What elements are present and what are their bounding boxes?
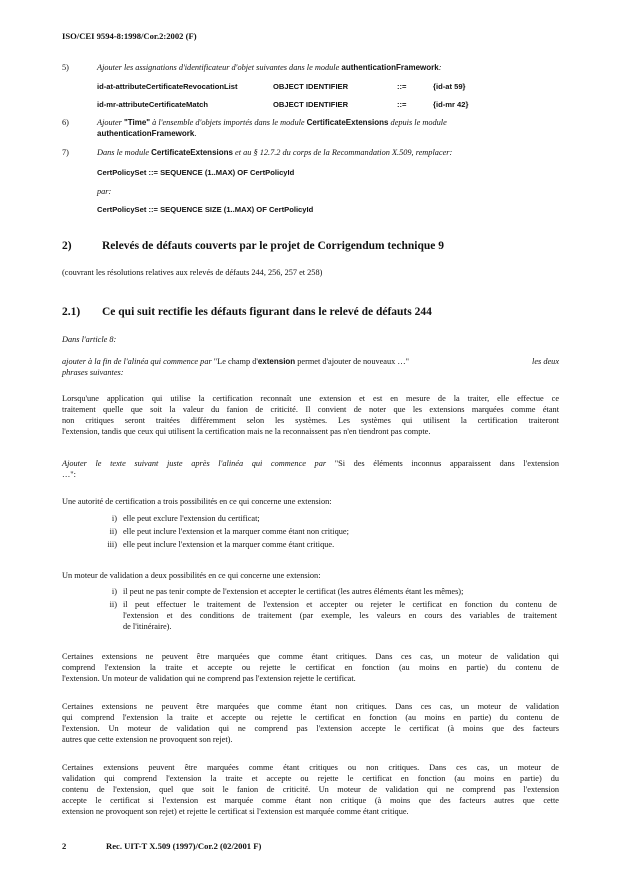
p5-line: autres que cette extension ne provoquent son rejet). — [62, 735, 233, 744]
list-marker: i) — [111, 587, 117, 596]
instruction-2-c: …": — [62, 470, 76, 479]
paragraph-6 — [62, 762, 559, 817]
instruction-1 — [62, 356, 559, 378]
item-6-module2: authenticationFramework — [97, 129, 195, 138]
section-2-number: 2) — [62, 240, 72, 252]
item-6-text — [97, 117, 557, 139]
p6-line: Certaines extensions peuvent être marquées comme étant critiques ou non critiques. Dans ces cas, un moteur de — [62, 763, 559, 772]
list-item — [97, 513, 557, 526]
code-line-1-name: id-at-attributeCertificateRevocationList — [97, 82, 238, 91]
p4-line: l'extension. Un moteur de validation qui ne comprend pas l'extension rejette le certificat. — [62, 674, 356, 683]
item-7-t3: et au § 12.7.2 du corps de la Recommandation X.509, remplacer: — [232, 148, 453, 157]
p6-line: contenu de l'extension, quel que soit le fanion de criticité. Un moteur de validation qui ne comprend pas l'extension — [62, 785, 559, 794]
list-text: elle peut inclure l'extension et la marquer comme étant non critique; — [123, 527, 349, 536]
item-7-module: CertificateExtensions — [151, 148, 233, 157]
paragraph-5 — [62, 701, 559, 745]
par-label: par: — [97, 187, 112, 196]
p1-line: non critiques seront traitées différemment selon les systèmes. Les systèmes qui utilisent la certification traiteront — [62, 416, 559, 425]
list-text: elle peut exclure l'extension du certificat; — [123, 514, 260, 523]
list-marker: ii) — [109, 600, 117, 609]
item-7-text — [97, 147, 452, 158]
item-number-6: 6) — [62, 118, 69, 127]
list-item — [97, 599, 557, 632]
code-line-1-assign: ::= — [397, 82, 407, 91]
list-marker: ii) — [109, 527, 117, 536]
p5-line: l'extension. Un moteur de validation qui ne comprend pas l'extension accepte le certificat (à moins que des facteurs — [62, 724, 559, 733]
item-6-t5: depuis le module — [388, 118, 447, 127]
list-text: il peut ne pas tenir compte de l'extension et accepter le certificat (les autres éléments étant les mêmes); — [123, 587, 464, 596]
module-name: authenticationFramework — [341, 63, 439, 72]
item-6-time: "Time" — [123, 118, 151, 127]
item-6-t3: à l'ensemble d'objets importés dans le module — [150, 118, 307, 127]
item-6-t1: Ajouter — [97, 118, 124, 127]
list-text: l'extension et des conditions de traitement (par exemple, les valeurs en cours des variables de traitement — [123, 611, 557, 620]
item-6-t7: . — [194, 129, 197, 138]
item-6-module: CertificateExtensions — [306, 118, 389, 127]
item-7-t1: Dans le module — [97, 148, 152, 157]
p6-line: validation qui comprend l'extension la traite et accepte ou rejette le certificat en fonction (au moins en partie) du — [62, 774, 559, 783]
p6-line: accepte le certificat si l'extension est marquée comme étant non critique (à moins que des facteurs autres que cette — [62, 796, 559, 805]
footer-reference: Rec. UIT-T X.509 (1997)/Cor.2 (02/2001 F) — [106, 841, 262, 851]
item-number-5: 5) — [62, 63, 69, 72]
code-line-2-assign: ::= — [397, 100, 407, 109]
list-text: il peut effectuer le traitement de l'extension et accepter ou rejeter le certificat en fonction du contenu de — [123, 600, 557, 609]
paragraph-1 — [62, 393, 559, 437]
code-line-1-type: OBJECT IDENTIFIER — [273, 82, 349, 91]
p1-line: l'extension, tandis que ceux qui utilisent la certification mais ne la reconnaissent pas n'en tiendront pas compte. — [62, 427, 431, 436]
list-item — [97, 526, 557, 539]
p4-line: comprend l'extension la traite et accepte ou rejette le certificat en fonction (au moins en partie) du contenu de — [62, 663, 559, 672]
item-5-italic: Ajouter les assignations d'identificateur d'objet suivantes dans le module — [97, 63, 342, 72]
instruction-1-d: permet d'ajouter de nouveaux …" — [295, 357, 410, 366]
instruction-2-b: "Si des éléments inconnus apparaissent dans l'extension — [334, 459, 559, 468]
instruction-2 — [62, 458, 559, 480]
instruction-1-b: "Le champ d' — [213, 357, 258, 366]
article-8-label: Dans l'article 8: — [62, 335, 117, 344]
page-number: 2 — [62, 841, 67, 851]
section-2-subtitle: (couvrant les résolutions relatives aux relevés de défauts 244, 256, 257 et 258) — [62, 268, 323, 277]
p1-line: Lorsqu'une application qui utilise la certification reconnaît une extension et est en mesure de la traiter, elle effectue ce — [62, 394, 559, 403]
instruction-1-f: phrases suivantes: — [62, 368, 124, 377]
section-2-1-title: Ce qui suit rectifie les défauts figurant dans le relevé de défauts 244 — [102, 306, 432, 318]
paragraph-4 — [62, 651, 559, 684]
list-text: elle peut inclure l'extension et la marquer comme étant critique. — [123, 540, 335, 549]
p5-line: Certaines extensions ne peuvent être marquées que comme étant non critiques. Dans ces cas, un moteur de validation — [62, 702, 559, 711]
p1-line: traitement quelle que soit la valeur du fanion de criticité. Il convient de noter que les extensions marquées comme étant — [62, 405, 559, 414]
instruction-1-keyword: extension — [257, 357, 296, 366]
list-text: de l'itinéraire). — [123, 622, 172, 631]
code-line-3: CertPolicySet ::= SEQUENCE (1..MAX) OF CertPolicyId — [97, 168, 295, 177]
section-2-title: Relevés de défauts couverts par le projet de Corrigendum technique 9 — [102, 240, 444, 252]
section-2-1-number: 2.1) — [62, 306, 81, 318]
instruction-2-a: Ajouter le texte suivant juste après l'alinéa qui commence par — [62, 459, 335, 468]
code-line-4: CertPolicySet ::= SEQUENCE SIZE (1..MAX) OF CertPolicyId — [97, 205, 314, 214]
list-marker: i) — [111, 514, 117, 523]
paragraph-3: Un moteur de validation a deux possibilités en ce qui concerne une extension: — [62, 571, 321, 580]
instruction-1-e: les deux — [532, 357, 559, 366]
code-line-1-value: {id-at 59} — [433, 82, 466, 91]
paragraph-2: Une autorité de certification a trois possibilités en ce qui concerne une extension: — [62, 497, 332, 506]
list-marker: iii) — [107, 540, 117, 549]
list-item — [97, 539, 557, 552]
item-number-7: 7) — [62, 148, 69, 157]
instruction-1-a: ajouter à la fin de l'alinéa qui commence par — [62, 357, 214, 366]
code-line-2-type: OBJECT IDENTIFIER — [273, 100, 349, 109]
p6-line: extension ne provoquent son rejet) et rejette le certificat si l'extension est marquée comme étant critique. — [62, 807, 409, 816]
code-line-2-name: id-mr-attributeCertificateMatch — [97, 100, 208, 109]
p5-line: qui comprend l'extension la traite et accepte ou rejette le certificat en fonction (au moins en partie) du contenu de — [62, 713, 559, 722]
item-5-text — [97, 62, 442, 73]
list-item — [97, 586, 557, 599]
p4-line: Certaines extensions ne peuvent être marquées que comme étant critiques. Dans ces cas, un moteur de validation qui — [62, 652, 559, 661]
list-1 — [97, 513, 557, 552]
item-5-tail: : — [438, 63, 442, 72]
page-header: ISO/CEI 9594-8:1998/Cor.2:2002 (F) — [62, 31, 197, 41]
code-line-2-value: {id-mr 42} — [433, 100, 469, 109]
list-2 — [97, 586, 557, 632]
